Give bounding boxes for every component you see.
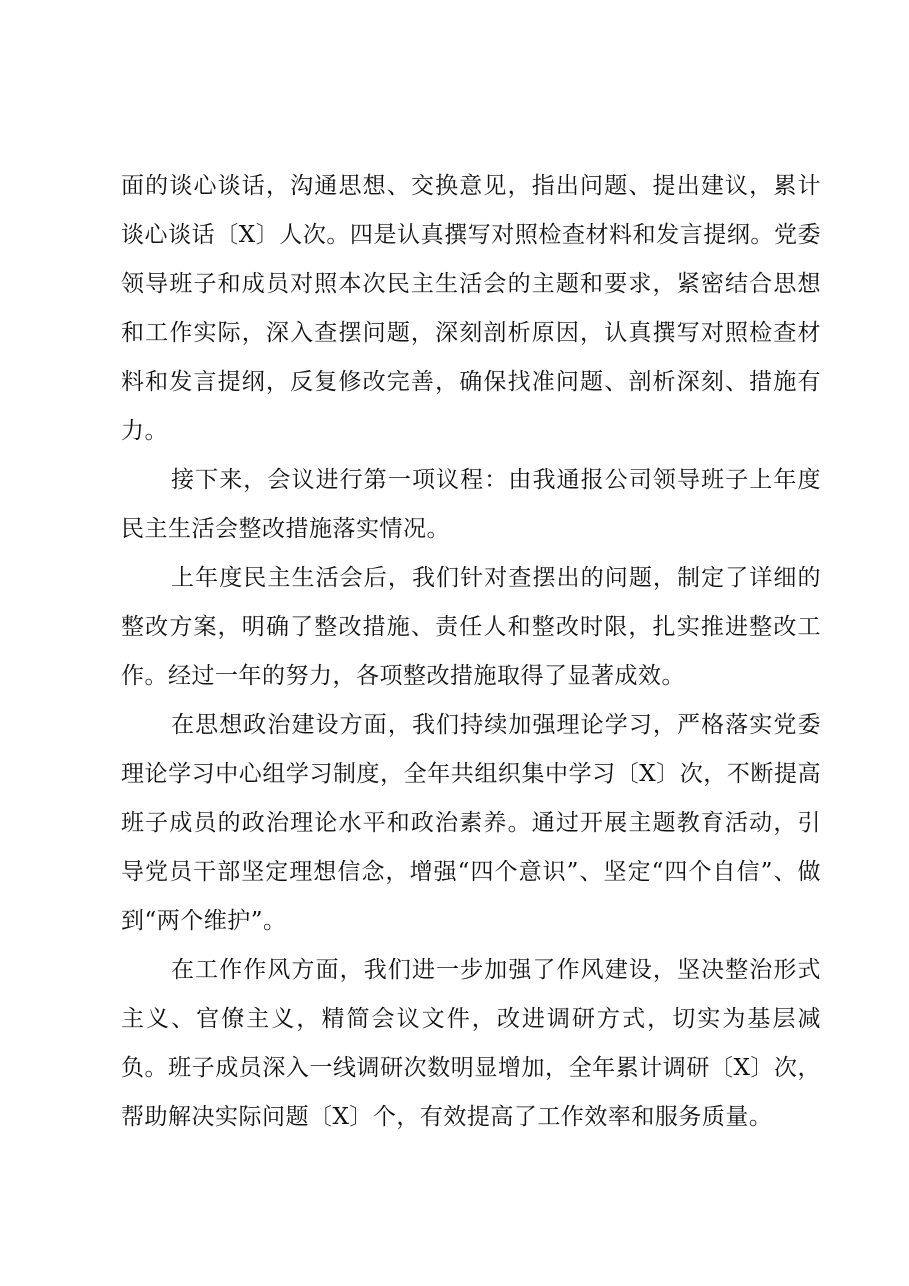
paragraph-rectification-overview: 上年度民主生活会后，我们针对查摆出的问题，制定了详细的整改方案，明确了整改措施、责任人和整改时限，扎实推进整改工作。经过一年的努力，各项整改措施取得了显著成效。 [121, 565, 821, 689]
paragraph-work-style: 在工作作风方面，我们进一步加强了作风建设，坚决整治形式主义、官僚主义，精简会议文件，改进调研方式，切实为基层减负。班子成员深入一线调研次数明显增加，全年累计调研〔X〕次，帮助解决实际问题〔X〕个，有效提高了工作效率和服务质量。 [121, 957, 821, 1130]
paragraph-continuation: 面的谈心谈话，沟通思想、交换意见，指出问题、提出建议，累计谈心谈话〔X〕人次。四是认真撰写对照检查材料和发言提纲。党委领导班子和成员对照本次民主生活会的主题和要求，紧密结合思想和工作实际，深入查摆问题，深刻剖析原因，认真撰写对照检查材料和发言提纲，反复修改完善，确保找准问题、剖析深刻、措施有力。 [121, 173, 821, 444]
paragraph-political-construction: 在思想政治建设方面，我们持续加强理论学习，严格落实党委理论学习中心组学习制度，全年共组织集中学习〔X〕次，不断提高班子成员的政治理论水平和政治素养。通过开展主题教育活动，引导党员干部坚定理想信念，增强“四个意识”、坚定“四个自信”、做到“两个维护”。 [121, 712, 821, 934]
document-body [121, 162, 821, 1142]
paragraph-agenda-intro: 接下来，会议进行第一项议程：由我通报公司领导班子上年度民主生活会整改措施落实情况。 [121, 467, 821, 542]
